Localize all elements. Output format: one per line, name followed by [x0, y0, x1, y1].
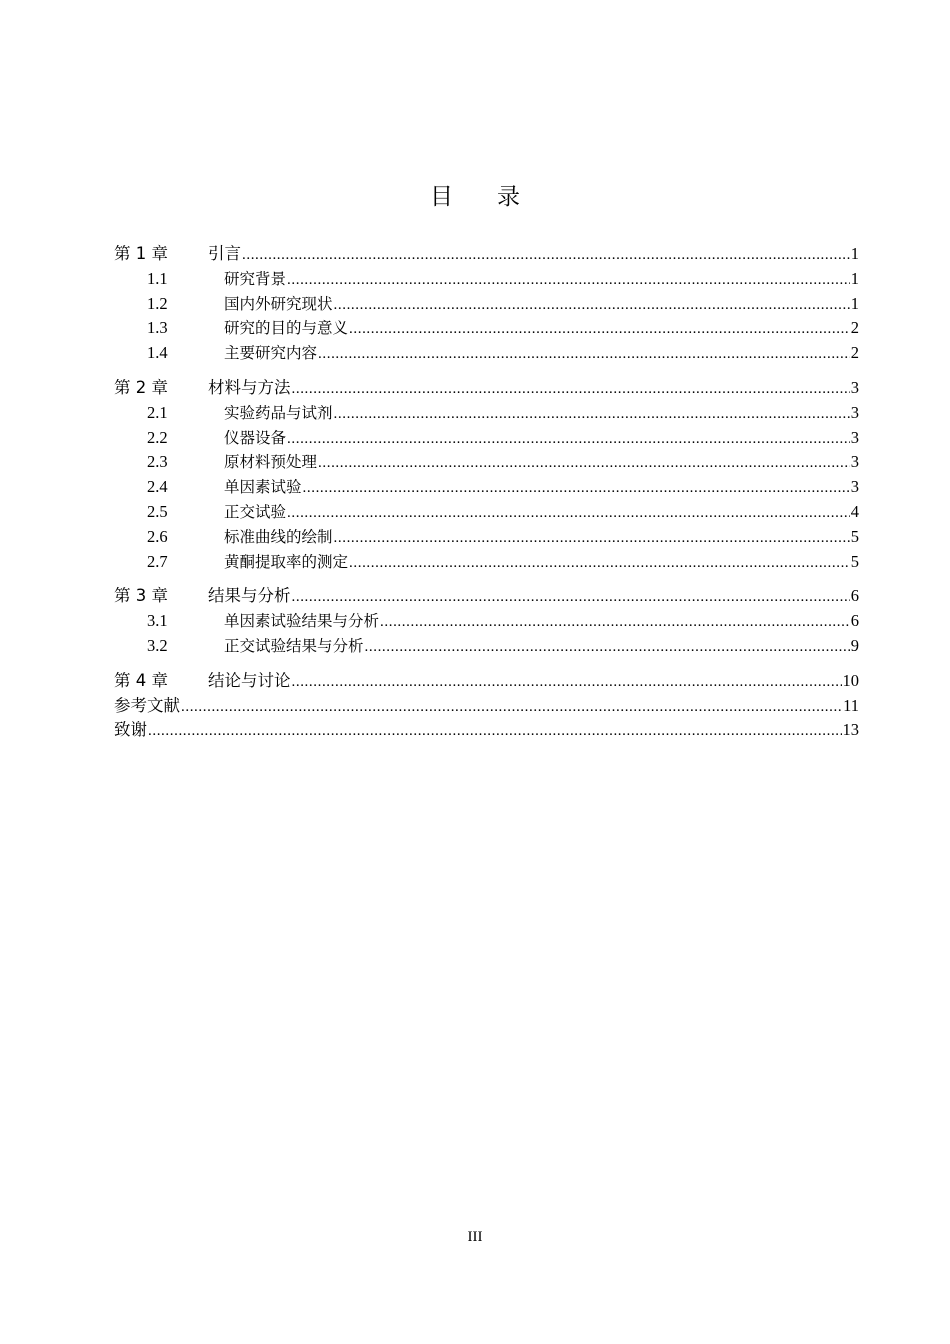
toc-entry-title: 材料与方法 — [208, 377, 291, 397]
toc-leader-dots — [287, 427, 850, 452]
toc-entry[interactable] — [114, 341, 859, 366]
toc-entry-page: 5 — [850, 526, 859, 546]
toc-entry[interactable] — [114, 500, 859, 525]
toc-entry[interactable] — [114, 401, 859, 426]
toc-entry-number: 2.6 — [147, 526, 168, 546]
toc-entry-title: 致谢 — [114, 720, 147, 740]
toc-entry-title: 国内外研究现状 — [224, 294, 333, 313]
toc-entry-page: 5 — [850, 551, 859, 571]
toc-entry[interactable] — [114, 694, 859, 719]
toc-entry-title: 单因素试验 — [224, 478, 302, 497]
toc-entry-page: 4 — [850, 501, 859, 521]
toc-entry[interactable] — [114, 525, 859, 550]
page-title — [0, 178, 950, 211]
toc-entry-page: 6 — [850, 586, 859, 606]
toc-entry-title: 黄酮提取率的测定 — [224, 552, 349, 571]
toc-entry-number: 3.2 — [147, 635, 168, 655]
toc-entry-page: 6 — [850, 611, 859, 631]
toc-leader-dots — [318, 451, 850, 476]
toc-entry-page: 10 — [842, 670, 859, 690]
toc-entry-title: 引言 — [208, 244, 241, 263]
toc-entry-page: 13 — [842, 720, 859, 740]
toc-leader-dots — [181, 695, 842, 720]
toc-entry-number: 2.1 — [147, 402, 168, 422]
toc-entry[interactable] — [114, 292, 859, 317]
toc-leader-dots — [334, 293, 850, 318]
toc-entry-number: 1.1 — [147, 268, 168, 288]
toc-entry-number: 第 1 章 — [114, 244, 168, 263]
toc-entry[interactable] — [114, 634, 859, 659]
toc-entry-number: 2.5 — [147, 501, 168, 521]
toc-entry-number: 2.4 — [147, 477, 168, 497]
toc-entry-page: 2 — [850, 343, 859, 363]
toc-entry[interactable] — [114, 267, 859, 292]
page-number: III — [467, 1229, 483, 1245]
toc-entry-page: 1 — [850, 293, 859, 313]
toc-entry[interactable] — [114, 609, 859, 634]
toc-entry-number: 第 4 章 — [114, 670, 168, 690]
toc-entry-page: 11 — [843, 695, 859, 715]
toc-entry-number: 1.4 — [147, 343, 168, 363]
toc-entry-page: 3 — [850, 402, 859, 422]
toc-entry-number: 2.7 — [147, 551, 168, 571]
toc-entry[interactable] — [114, 316, 859, 341]
toc-entry-title: 结论与讨论 — [208, 670, 291, 690]
toc-leader-dots — [349, 551, 850, 576]
toc-entry[interactable] — [114, 450, 859, 475]
toc-leader-dots — [292, 585, 850, 610]
table-of-contents — [114, 242, 859, 743]
toc-entry-title: 研究背景 — [224, 269, 287, 288]
toc-entry-title: 结果与分析 — [208, 586, 291, 606]
toc-entry-title: 实验药品与试剂 — [224, 403, 333, 422]
toc-entry-number: 3.1 — [147, 611, 168, 631]
toc-entry[interactable] — [114, 550, 859, 575]
toc-entry-title: 原材料预处理 — [224, 453, 318, 472]
toc-leader-dots — [365, 635, 850, 660]
toc-entry-number: 2.2 — [147, 427, 168, 447]
toc-leader-dots — [287, 268, 850, 293]
toc-entry-number: 1.3 — [147, 318, 168, 338]
toc-entry-number: 第 2 章 — [114, 377, 168, 397]
toc-leader-dots — [303, 476, 850, 501]
toc-entry-number: 2.3 — [147, 452, 168, 472]
toc-entry-page: 2 — [850, 318, 859, 338]
toc-leader-dots — [318, 342, 850, 367]
title-left-char: 目 — [430, 184, 453, 210]
toc-entry-page: 3 — [850, 427, 859, 447]
toc-entry[interactable] — [114, 584, 859, 609]
toc-entry-title: 参考文献 — [114, 695, 180, 715]
toc-entry-title: 正交试验结果与分析 — [224, 636, 364, 655]
toc-entry[interactable] — [114, 242, 859, 267]
toc-leader-dots — [292, 670, 842, 695]
toc-leader-dots — [349, 317, 850, 342]
toc-entry-page: 3 — [850, 452, 859, 472]
toc-entry-title: 主要研究内容 — [224, 344, 318, 363]
toc-entry-title: 仪器设备 — [224, 428, 287, 447]
toc-entry[interactable] — [114, 376, 859, 401]
toc-entry[interactable] — [114, 426, 859, 451]
toc-entry-page: 3 — [850, 377, 859, 397]
toc-entry[interactable] — [114, 475, 859, 500]
toc-entry[interactable] — [114, 669, 859, 694]
title-right-char: 录 — [497, 184, 520, 210]
toc-leader-dots — [148, 719, 842, 744]
toc-entry-number: 1.2 — [147, 293, 168, 313]
toc-entry-title: 正交试验 — [224, 502, 287, 521]
toc-entry[interactable] — [114, 718, 859, 743]
toc-leader-dots — [380, 610, 850, 635]
toc-leader-dots — [334, 526, 850, 551]
toc-entry-page: 9 — [850, 635, 859, 655]
toc-entry-page: 3 — [850, 477, 859, 497]
toc-entry-page: 1 — [850, 244, 859, 263]
toc-entry-number: 第 3 章 — [114, 586, 168, 606]
toc-leader-dots — [292, 377, 850, 402]
toc-entry-title: 研究的目的与意义 — [224, 319, 349, 338]
toc-leader-dots — [287, 501, 850, 526]
toc-entry-title: 标准曲线的绘制 — [224, 527, 333, 546]
toc-leader-dots — [334, 402, 850, 427]
toc-entry-title: 单因素试验结果与分析 — [224, 612, 380, 631]
toc-entry-page: 1 — [850, 268, 859, 288]
toc-leader-dots — [242, 243, 850, 268]
